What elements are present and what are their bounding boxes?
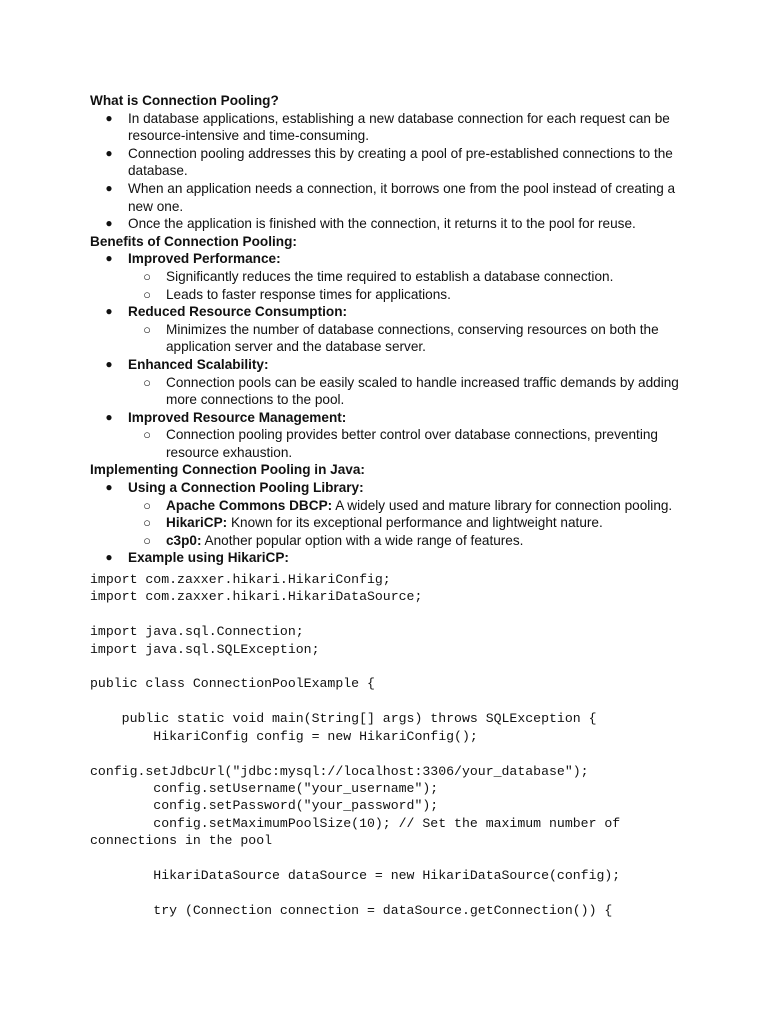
library-sublist: [128, 497, 690, 550]
bullet-icon: ●: [105, 480, 113, 495]
benefit-title: Improved Resource Management:: [128, 409, 347, 425]
bullet-icon: ●: [105, 251, 113, 266]
bullet-icon: ●: [105, 409, 113, 424]
implementing-list: [90, 479, 690, 567]
sub-list-item-text: Connection pools can be easily scaled to handle increased traffic demands by adding more connections to the pool.: [166, 374, 679, 408]
list-item-text: Connection pooling addresses this by creating a pool of pre-established connections to the database.: [128, 145, 673, 179]
benefit-title: Enhanced Scalability:: [128, 356, 269, 372]
list-item: [90, 180, 690, 215]
bullet-icon: ●: [105, 550, 113, 565]
section-heading-what-is: What is Connection Pooling?: [90, 93, 279, 108]
hollow-bullet-icon: ○: [143, 427, 151, 443]
sub-list-item-text: Minimizes the number of database connections, conserving resources on both the application server and the database server.: [166, 321, 659, 355]
benefit-group: [90, 409, 690, 462]
bullet-icon: ●: [105, 145, 113, 160]
library-description: A widely used and mature library for connection pooling.: [332, 497, 673, 513]
benefit-sublist: [128, 426, 690, 461]
list-item-text: When an application needs a connection, it borrows one from the pool instead of creating a new one.: [128, 180, 676, 214]
benefit-group: [90, 303, 690, 356]
list-item-text: Once the application is finished with the connection, it returns it to the pool for reuse.: [128, 216, 636, 232]
bullet-icon: ●: [105, 304, 113, 319]
hollow-bullet-icon: ○: [143, 374, 151, 390]
sub-list-item: [128, 374, 690, 409]
list-item: [90, 145, 690, 180]
hollow-bullet-icon: ○: [143, 497, 151, 513]
library-description: Another popular option with a wide range of features.: [201, 532, 524, 548]
library-item: [128, 532, 690, 550]
sub-list-item-text: Leads to faster response times for applications.: [166, 286, 451, 302]
example-title: Example using HikariCP:: [128, 550, 289, 566]
library-group: [90, 479, 690, 549]
list-item: [90, 110, 690, 145]
sub-list-item-text: Connection pooling provides better control over database connections, preventing resource exhaustion.: [166, 427, 658, 460]
bullet-icon: ●: [105, 110, 113, 125]
bullet-icon: ●: [105, 216, 113, 231]
library-description: Known for its exceptional performance and lightweight nature.: [227, 515, 603, 531]
hollow-bullet-icon: ○: [143, 532, 151, 548]
library-name: c3p0:: [166, 532, 202, 548]
library-item: [128, 514, 690, 532]
benefit-sublist: [128, 321, 690, 356]
code-block: import com.zaxxer.hikari.HikariConfig; import com.zaxxer.hikari.HikariDataSource; import java.sql.Connection; import java.sql.SQLException; public class ConnectionPoolExample { public static void main(String[] args) throws SQLException { HikariConfig config = new HikariConfig(); config.setJdbcUrl("jdbc:mysql://localhost:3306/your_database"); config.setUsername("your_username"); config.setPassword("your_password"); config.setMaximumPoolSize(10); // Set the maximum number of connections in the pool HikariDataSource dataSource = new HikariDataSource(config); try (Connection connection = dataSource.getConnection()) {: [90, 572, 621, 918]
sub-list-item: [128, 321, 690, 356]
sub-list-item: [128, 268, 690, 286]
bullet-icon: ●: [105, 356, 113, 371]
sub-list-item: [128, 426, 690, 461]
example-group: [90, 549, 690, 567]
bullet-icon: ●: [105, 180, 113, 195]
sub-list-item: [128, 286, 690, 304]
hollow-bullet-icon: ○: [143, 515, 151, 531]
what-is-list: [90, 110, 690, 233]
benefit-title: Reduced Resource Consumption:: [128, 304, 348, 320]
benefit-group: [90, 356, 690, 409]
library-name: Apache Commons DBCP:: [166, 497, 333, 513]
sub-list-item-text: Significantly reduces the time required to establish a database connection.: [166, 268, 614, 284]
hollow-bullet-icon: ○: [143, 321, 151, 337]
benefit-title: Improved Performance:: [128, 251, 281, 267]
library-name: HikariCP:: [166, 515, 228, 531]
library-group-title: Using a Connection Pooling Library:: [128, 480, 364, 496]
section-heading-implementing: Implementing Connection Pooling in Java:: [90, 462, 365, 478]
list-item: [90, 215, 690, 233]
hollow-bullet-icon: ○: [143, 286, 151, 302]
document-content: [90, 92, 690, 919]
hollow-bullet-icon: ○: [143, 268, 151, 284]
section-heading-benefits: Benefits of Connection Pooling:: [90, 233, 297, 249]
library-item: [128, 497, 690, 515]
benefit-sublist: [128, 268, 690, 303]
list-item-text: In database applications, establishing a new database connection for each request can be resource-intensive and time-consuming.: [128, 110, 670, 144]
benefits-list: [90, 250, 690, 461]
benefit-group: [90, 250, 690, 303]
benefit-sublist: [128, 374, 690, 409]
